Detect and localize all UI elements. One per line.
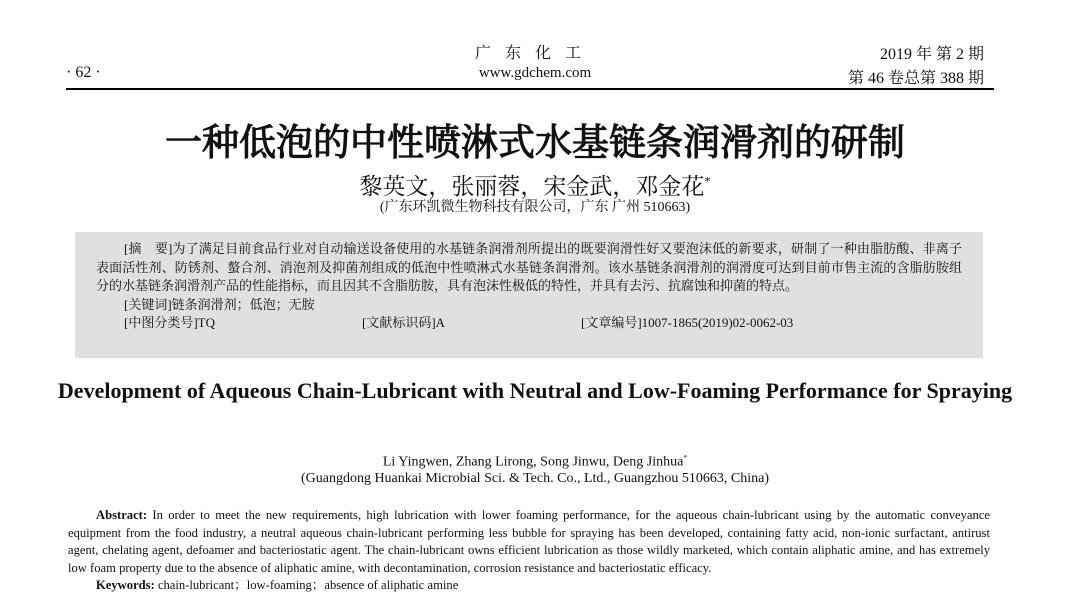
page-number: · 62 · <box>66 64 101 81</box>
cn-title: 一种低泡的中性喷淋式水基链条润滑剂的研制 <box>165 123 905 164</box>
article-number: [文章编号]1007-1865(2019)02-0062-03 <box>581 315 794 330</box>
cn-author-names: 黎英文，张丽蓉，宋金武，邓金花 <box>359 174 705 199</box>
volume-info: 第 46 卷总第 388 期 <box>847 70 984 87</box>
cn-abstract-section <box>96 240 962 333</box>
clc-number: [中图分类号]TQ <box>124 315 215 330</box>
en-title: Development of Aqueous Chain-Lubricant with Neutral and Low-Foaming Performance for Spraying <box>57 378 1013 403</box>
en-author-names: Li Yingwen, Zhang Lirong, Song Jinwu, Deng Jinhua <box>382 454 684 470</box>
en-corresponding-mark: * <box>683 453 688 462</box>
journal-url[interactable]: www.gdchem.com <box>478 65 592 81</box>
en-abstract <box>68 507 990 577</box>
cn-abstract-text: 为了满足目前食品行业对自动输送设备使用的水基链条润滑剂所提出的既要润滑性好又要泡沫低的新要求，研制了一种由脂肪酸、非离子表面活性剂、防锈剂、螯合剂、消泡剂及抑菌剂组成的低泡中性喷淋式水基链条润滑剂。该水基链条润滑剂的润滑度可达到目前市售主流的含脂肪胺组分的水基链条润滑剂产品的性能指标，而且因其不含脂肪胺，具有泡沫性极低的特性，并具有去污、抗腐蚀和抑菌的特点。 <box>96 241 962 293</box>
issue-info: 2019 年 第 2 期 <box>879 46 984 63</box>
document-code: [文献标识码]A <box>362 315 446 330</box>
en-abstract-text: In order to meet the new requirements, high lubrication with lower foaming performance, for the aqueous chain-lubricant using by the automatic conveyance equipment from the food industry, a neutral aqueous chain-lubricant performing less bubble for spraying has been developed, containing fatty acid, non-ionic surfactant, antirust agent, chelating agent, defoamer and bacteriostatic agent. The chain-lubricant owns efficient lubrication as those wildly marketed, which contain aliphatic amine, and has extremely low foam property due to the absence of aliphatic amine, with decontamination, corrosion resistance and bacteriostatic efficacy. <box>68 508 990 575</box>
en-keywords-text: chain-lubricant；low-foaming；absence of aliphatic amine <box>154 578 459 593</box>
cn-abstract-label: [摘 要] <box>124 241 173 256</box>
cn-abstract <box>96 240 962 296</box>
en-abstract-label: Abstract: <box>96 508 148 522</box>
corresponding-mark: * <box>704 174 711 189</box>
en-affiliation: (Guangdong Huankai Microbial Sci. & Tech. Co., Ltd., Guangzhou 510663, China) <box>300 471 770 486</box>
en-keywords-label: Keywords: <box>96 578 155 593</box>
en-abstract-section <box>68 507 990 595</box>
cn-affiliation: (广东环凯微生物科技有限公司，广东 广州 510663) <box>379 200 691 215</box>
en-keywords <box>68 577 990 595</box>
cn-keywords-text: 链条润滑剂；低泡；无胺 <box>171 296 315 312</box>
cn-keywords <box>96 296 962 315</box>
header-rule <box>66 88 994 90</box>
cn-keywords-label: [关键词] <box>124 296 172 312</box>
en-authors <box>0 453 1070 471</box>
journal-name: 广东化工 <box>474 45 595 62</box>
cn-classification-row <box>96 314 962 333</box>
